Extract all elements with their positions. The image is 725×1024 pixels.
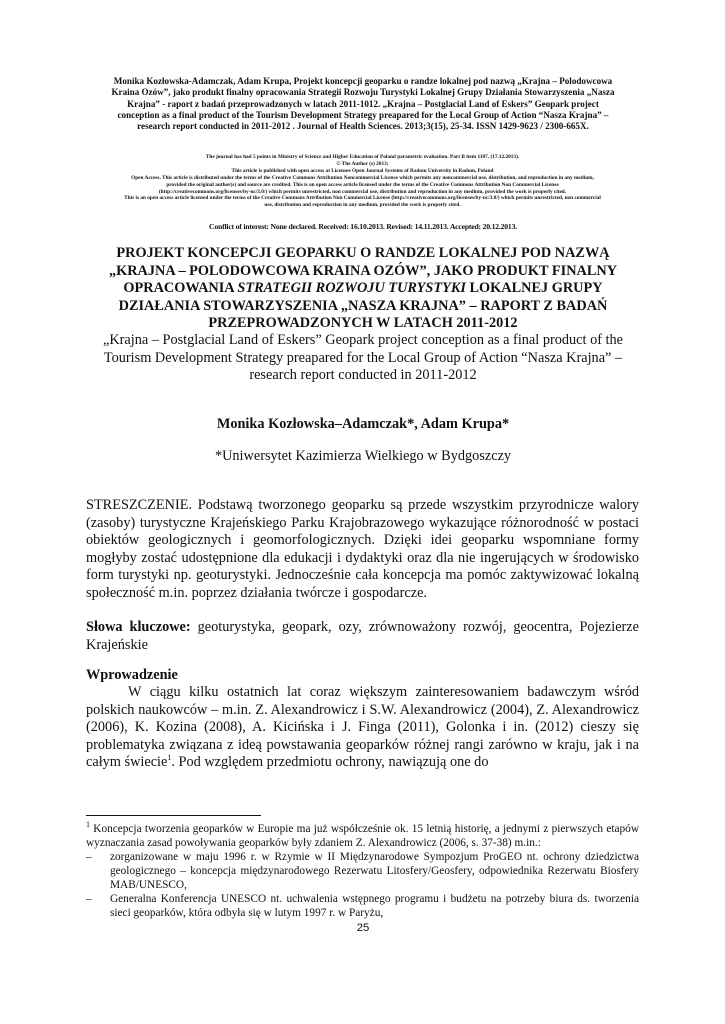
license-line: © The Author (s) 2013; <box>336 160 389 167</box>
title-polish <box>100 245 626 333</box>
license-line: This is an open access article licensed under the terms of the Creative Commons Attribution Non Commercial License (http://creativecommons.org/licenses/by-nc/3.0/) which permits unrestricted, non commercial <box>124 195 601 202</box>
title-pl-part2: LOKALNEJ GRUPY DZIAŁANIA STOWARZYSZENIA „NASZA KRAJNA” – RAPORT Z BADAŃ PRZEPROWADZONYCH W LATACH 2011-2012 <box>118 280 608 332</box>
title-pl-italic: STRATEGII ROZWOJU TURYSTYKI <box>237 280 466 297</box>
citation-line: Krajna” - raport z badań przeprowadzonych w latach 2011-1012. „Krajna – Postglacial Land of Eskers” Geopark project <box>127 98 599 109</box>
license-line: Open Access. This article is distributed under the terms of the Creative Commons Attribution Noncommercial License which permits any noncommercial use, distribution, and reproduction in any medium, <box>131 174 594 181</box>
license-line: use, distribution and reproduction in any medium, provided the work is properly cited. <box>264 202 461 209</box>
license-fine-print <box>50 154 675 209</box>
footnote-item-text: Generalna Konferencja UNESCO nt. uchwalenia wstępnego programu i budżetu na potrzeby biura ds. tworzenia sieci geoparków, która odbyła się w lutym 1997 r. w Paryżu, <box>110 893 639 919</box>
authors: Monika Kozłowska–Adamczak*, Adam Krupa* <box>216 416 510 432</box>
affiliation: *Uniwersytet Kazimierza Wielkiego w Bydgoszczy <box>214 448 512 464</box>
footnote-marker: 1 <box>86 820 90 830</box>
citation-line: Monika Kozłowska-Adamczak, Adam Krupa, Projekt koncepcji geoparku o randze lokalnej pod nazwą „Krajna – Polodowcowa <box>113 76 613 86</box>
footnote <box>86 822 639 920</box>
footnote-list-item <box>86 892 639 920</box>
citation-line: Kraina Ozów”, jako produkt finalny opracowania Strategii Rozwoju Turystyki Lokalnej Grupy Działania Stowarzyszenia „Nasza <box>111 87 615 98</box>
introduction-paragraph <box>86 684 639 772</box>
section-heading-introduction: Wprowadzenie <box>86 667 178 683</box>
license-line: provided the original author(s) and source are credited. This is an open access article licensed under the terms of the Creative Commons Attribution Non Commercial License <box>166 181 559 188</box>
dash-bullet: – <box>86 851 92 863</box>
citation-line: research report conducted in 2011-2012 . Journal of Health Sciences. 2013;3(15), 25-34. ISSN 1429-9623 / 2300-665X. <box>137 121 589 132</box>
footnote-body: Koncepcja tworzenia geoparków w Europie ma już współcześnie ok. 15 letnią historię, a jednymi z pierwszych etapów wyznaczania zasad powoływania geoparków były zdaniem Z. Alexandrowicz (2006, s. 37-38) m.in.: <box>86 823 639 849</box>
footnote-item-text: zorganizowane w maju 1996 r. w Rzymie w II Międzynarodowe Sympozjum ProGEO nt. ochrony dziedzictwa geologicznego – koncepcja międzynarodowego Rezerwatu Litosfery/Geosfery, odpowiednika Rezerwatu Biosfery MAB/UNESCO, <box>110 851 639 891</box>
title-english: „Krajna – Postglacial Land of Eskers” Geopark project conception as a final product of the Tourism Development Strategy preapared for the Local Group of Action “Nasza Krajna” – research report conducted in 2011-2012 <box>102 332 624 384</box>
footnote-list-item <box>86 850 639 892</box>
citation-header <box>86 76 640 132</box>
license-line: This article is published with open access at Licensee Open Journal Systems of Radom University in Radom, Poland <box>231 167 494 174</box>
keywords-label: Słowa kluczowe: <box>86 619 191 635</box>
license-line: (http://creativecommons.org/licenses/by-nc/3.0/) which permits unrestricted, non commercial use, distribution and reproduction in any medium, provided the work is properly cited. <box>158 188 567 195</box>
dash-bullet: – <box>86 893 92 905</box>
conflict-of-interest-line: Conflict of interest: None declared. Received: 16.10.2013. Revised: 14.11.2013. Accepted: 20.12.2013. <box>209 222 517 231</box>
intro-text: W ciągu kilku ostatnich lat coraz większym zainteresowaniem badawczym wśród polskich naukowców – m.in. Z. Alexandrowicz i S.W. Alexandrowicz (2004), Z. Alexandrowicz (2006), K. Kozina (2008), A. Kicińska i J. Finga (2011), Golonka i in. (2012) cieszy się problematyka związana z ideą powstawania geoparków różnej rangi zarówno w kraju, jak i na całym świecie <box>86 684 639 771</box>
keywords-text: geoturystyka, geopark, ozy, zrównoważony rozwój, geocentra, Pojezierze Krajeńskie <box>86 619 639 653</box>
citation-line: conception as a final product of the Tourism Development Strategy preapared for the Local Group of Action “Nasza Krajna” – <box>117 109 609 120</box>
title-pl-part1: PROJEKT KONCEPCJI GEOPARKU O RANDZE LOKALNEJ POD NAZWĄ „KRAJNA – POLODOWCOWA KRAINA OZÓW”, JAKO PRODUKT FINALNY OPRACOWANIA <box>108 245 618 297</box>
page-number: 25 <box>356 922 370 934</box>
footnote-separator <box>86 815 261 816</box>
keywords <box>86 619 639 654</box>
footnote-text <box>86 822 639 850</box>
intro-text-continued: . Pod względem przedmiotu ochrony, nawiązują one do <box>171 754 489 771</box>
license-line: The journal has had 5 points in Ministry of Science and Higher Education of Poland parametric evaluation. Part B item 1107. (17.12.2013). <box>205 154 520 160</box>
footnote-reference[interactable]: 1 <box>167 753 172 763</box>
abstract: STRESZCZENIE. Podstawą tworzonego geoparku są przede wszystkim przyrodnicze walory (zasoby) turystyczne Krajeńskiego Parku Krajobrazowego wykazujące różnorodność w postaci obiektów geologicznych i geomorfologicznych. Dzięki idei geoparku wspomniane formy mogłyby zostać udostępnione dla edukacji i dydaktyki oraz dla nie ingerujących w środowisko form turystyki np. geoturystyki. Jednocześnie cała koncepcja ma pomóc zaktywizować lokalną społeczność m.in. poprzez działania twórcze i gospodarcze. <box>86 497 639 601</box>
